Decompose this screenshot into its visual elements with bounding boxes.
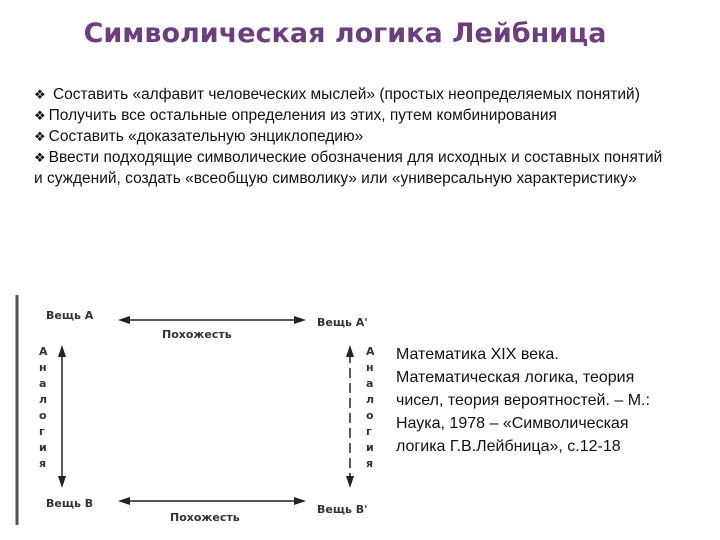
reference-line: Математика XIX века. — [396, 346, 559, 363]
label-thing-a: Вещь A — [46, 309, 94, 322]
slide-title: Символическая логика Лейбница — [83, 18, 607, 49]
vertical-letter: л — [366, 393, 375, 406]
vertical-letter: г — [39, 425, 45, 438]
analogy-diagram — [14, 295, 384, 527]
vertical-letter: а — [39, 377, 47, 390]
label-top-similarity: Похожесть — [162, 328, 232, 341]
label-bottom-similarity: Похожесть — [170, 511, 240, 524]
bullet-item — [34, 126, 674, 147]
vertical-letter: и — [39, 441, 47, 454]
vertical-letter: я — [39, 457, 47, 470]
vertical-letter: н — [366, 361, 374, 374]
diamond-bullet-icon: ❖ — [34, 150, 46, 165]
right-analogy-arrow — [346, 345, 354, 488]
bullet-text: Составить «алфавит человеческих мыслей» (простых неопределяемых понятий) — [48, 86, 640, 103]
bullet-text: Составить «доказательную энциклопедию» — [48, 128, 364, 145]
right-analogy-label — [366, 345, 375, 470]
diamond-bullet-icon: ❖ — [34, 129, 46, 144]
vertical-letter: о — [39, 409, 47, 422]
vertical-letter: г — [366, 425, 372, 438]
vertical-letter: А — [39, 345, 48, 358]
label-thing-b: Вещь B — [46, 497, 94, 510]
bullet-item — [34, 147, 674, 189]
reference-line: чисел, теория вероятностей. – М.: — [396, 392, 650, 409]
bullet-text: Ввести подходящие символические обозначения для исходных и составных понятий и суждений, создать «всеобщую символику» или «универсальную характеристику» — [34, 149, 663, 187]
top-similarity-arrow — [118, 316, 306, 324]
bullet-item — [34, 84, 674, 105]
vertical-letter: я — [366, 457, 374, 470]
diamond-bullet-icon: ❖ — [34, 108, 46, 123]
bottom-similarity-arrow — [118, 497, 306, 505]
reference-line: Наука, 1978 – «Символическая — [396, 415, 629, 432]
vertical-letter: л — [39, 393, 48, 406]
reference-line: логика Г.В.Лейбница», с.12-18 — [396, 438, 621, 455]
reference-citation — [396, 343, 696, 458]
vertical-letter: а — [366, 377, 374, 390]
bullet-text: Получить все остальные определения из этих, путем комбинирования — [48, 107, 557, 124]
bullet-list — [34, 84, 674, 189]
vertical-letter: А — [366, 345, 375, 358]
analogy-diagram-svg — [14, 295, 384, 527]
label-thing-b-prime: Вещь B' — [317, 503, 368, 516]
left-analogy-arrow — [58, 345, 66, 488]
vertical-letter: и — [366, 441, 374, 454]
label-thing-a-prime: Вещь A' — [317, 316, 368, 329]
diamond-bullet-icon: ❖ — [34, 87, 46, 102]
reference-line: Математическая логика, теория — [396, 369, 635, 386]
vertical-letter: н — [39, 361, 47, 374]
bullet-item — [34, 105, 674, 126]
vertical-letter: о — [366, 409, 374, 422]
left-analogy-label — [39, 345, 48, 470]
